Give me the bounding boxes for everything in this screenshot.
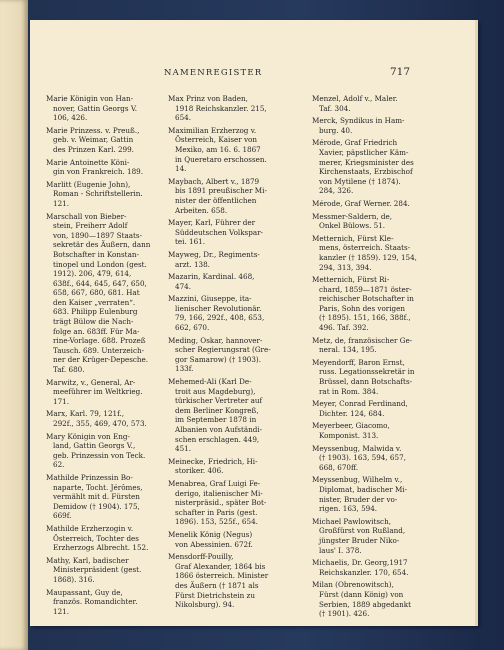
index-entry: Mayweg, Dr., Regiments- arzt. 138. (168, 249, 260, 269)
index-entry: Metternich, Fürst Ri- chard, 1859—1871 öster- reichischer Botschafter in Paris, Sohn des vorigen († 1895). 151, 166, 388f., 496. Taf. 392. (312, 275, 414, 333)
index-entry: Milan (Obrenowitsch), Fürst (dann König) von Serbien, 1889 abgedankt († 1901). 426. (312, 580, 412, 619)
index-entry: Maupassant, Guy de, französ. Romandichter. 121. (46, 587, 138, 616)
index-entry: Mathilde Erzherzogin v. Österreich, Tochter des Erzherzogs Albrecht. 152. (46, 523, 149, 553)
index-entry: Marie Antoinette Köni- gin von Frankreich. 189. (46, 157, 144, 177)
index-entry: Messmer-Saldern, de, Onkel Bülows. 51. (312, 211, 393, 231)
index-entry: Mensdorff-Pouilly, Graf Alexander, 1864 bis 1866 österreich. Minister des Äußern († 1871 als Fürst Dietrichstein zu Nikolsburg). 94. (168, 552, 269, 610)
index-entry: Meyssenbug, Wilhelm v., Diplomat, badischer Mi- nister, Bruder der vo- rigen. 163, 594. (312, 475, 408, 514)
index-entry: Meding, Oskar, hannover- scher Regierungsrat (Gre- gor Samarow) († 1903). 133f. (168, 335, 271, 374)
index-entry: Marie Königin von Han- nover, Gattin Georgs V. 106, 426. (46, 94, 138, 123)
index-entry: Mazzini, Giuseppe, ita- lienischer Revolutionär. 79, 166, 292f., 408, 653, 662, 670. (168, 294, 265, 333)
index-entry: Meyendorff, Baron Ernst, russ. Legationssekretär in Brüssel, dann Botschafts- rat in Rom. 384. (312, 357, 415, 396)
previous-page-edge (0, 0, 28, 650)
index-column-left (46, 94, 158, 619)
page-header (30, 68, 478, 82)
index-entry: Michaelis, Dr. Georg,1917 Reichskanzler. 170, 654. (312, 558, 409, 577)
book-page (30, 20, 478, 626)
index-entry: Merck, Syndikus in Ham- burg. 40. (312, 116, 405, 135)
index-entry: Maximilian Erzherzog v. Österreich, Kaiser von Mexiko, am 16. 6. 1867 in Queretaro erschossen. 14. (168, 125, 267, 174)
index-entry: Mérode, Graf Werner. 284. (312, 198, 410, 208)
index-entry: Marschall von Bieber- stein, Freiherr Adolf von, 1890—1897 Staats- sekretär des Äußern, dann Botschafter in Konstan- tinopel und London (gest. 1912). 206, 479, 614, 638f., 644, 645, 647, 650, 658, 667, 680, 681. Hat den Kaiser „verraten“. 683. Philipp Eulenburg trägt Bülow die Nach- folge an. 683ff. Für Ma- rine-Vorlage. 688. Prozeß Tausch. 689. Unterzeich- ner der Krüger-Depesche. Taf. 680. (46, 211, 151, 375)
index-entry: Menabrea, Graf Luigi Fe- derigo, italienischer Mi- nisterpräsid., später Bot- schafter in Paris (gest. 1896). 153, 525f., 654. (168, 478, 267, 527)
index-entry: Meyssenbug, Malwida v. († 1903). 163, 594, 657, 668, 670ff. (312, 443, 406, 472)
index-entry: Max Prinz von Baden, 1918 Reichskanzler. 215, 654. (168, 94, 267, 123)
index-entry: Michael Pawlowitsch, Großfürst von Rußland, jüngster Bruder Niko- laus' I. 378. (312, 516, 406, 555)
index-column-right (312, 94, 432, 622)
running-head: NAMENREGISTER (164, 68, 263, 78)
index-entry: Meinecke, Friedrich, Hi- storiker. 406. (168, 456, 258, 476)
index-entry: Maybach, Albert v., 1879 bis 1891 preußischer Mi- nister der öffentlichen Arbeiten. 658. (168, 176, 267, 215)
index-entry: Mayer, Karl, Führer der Süddeutschen Volkspar- tei. 161. (168, 218, 263, 247)
index-entry: Meyer, Conrad Ferdinand, Dichter. 124, 684. (312, 399, 408, 418)
index-entry: Mehemed-Ali (Karl De- troit aus Magdeburg), türkischer Vertreter auf dem Berliner Kongreß, im September 1878 in Albanien von Aufständi- schen erschlagen. 449, 451. (168, 377, 263, 454)
index-entry: Marx, Karl. 79, 121f., 292f., 355, 469, 470, 573. (46, 409, 147, 428)
index-entry: Menzel, Adolf v., Maler. Taf. 304. (312, 94, 398, 113)
page-number: 717 (389, 66, 410, 78)
index-entry: Metternich, Fürst Kle- mens, österreich. Staats- kanzler († 1859). 129, 154, 294, 313, 394. (312, 233, 417, 272)
page-edge (475, 20, 478, 626)
index-entry: Mathilde Prinzessin Bo- naparte, Tocht. Jérômes, vermählt mit d. Fürsten Demidow († 1904). 175, 669f. (46, 472, 143, 521)
index-entry: Meyerbeer, Giacomo, Komponist. 313. (312, 421, 390, 440)
index-entry: Metz, de, französischer Ge- neral. 134, 195. (312, 335, 413, 355)
index-column-middle (168, 94, 280, 613)
index-entry: Marlitt (Eugenie John), Roman - Schriftstellerin. 121. (46, 179, 143, 208)
index-entry: Mérode, Graf Friedrich Xavier, päpstlicher Käm- merer, Kriegsminister des Kirchenstaats, Erzbischof von Mytilene († 1874). 284, 326. (312, 138, 414, 196)
index-entry: Menelik König (Negus) von Abessinien. 672f. (168, 529, 253, 549)
index-entry: Marwitz, v., General, Ar- meeführer im Weltkrieg. 171. (46, 377, 143, 406)
index-entry: Mazarin, Kardinal. 468, 474. (168, 272, 255, 291)
index-entry: Mary Königin von Eng- land, Gattin Georgs V., geb. Prinzessin von Teck. 62. (46, 431, 146, 470)
index-entry: Marie Prinzess. v. Preuß., geb. v. Weimar, Gattin des Prinzen Karl. 299. (46, 125, 140, 154)
index-entry: Mathy, Karl, badischer Ministerpräsident (gest. 1868). 316. (46, 555, 142, 584)
